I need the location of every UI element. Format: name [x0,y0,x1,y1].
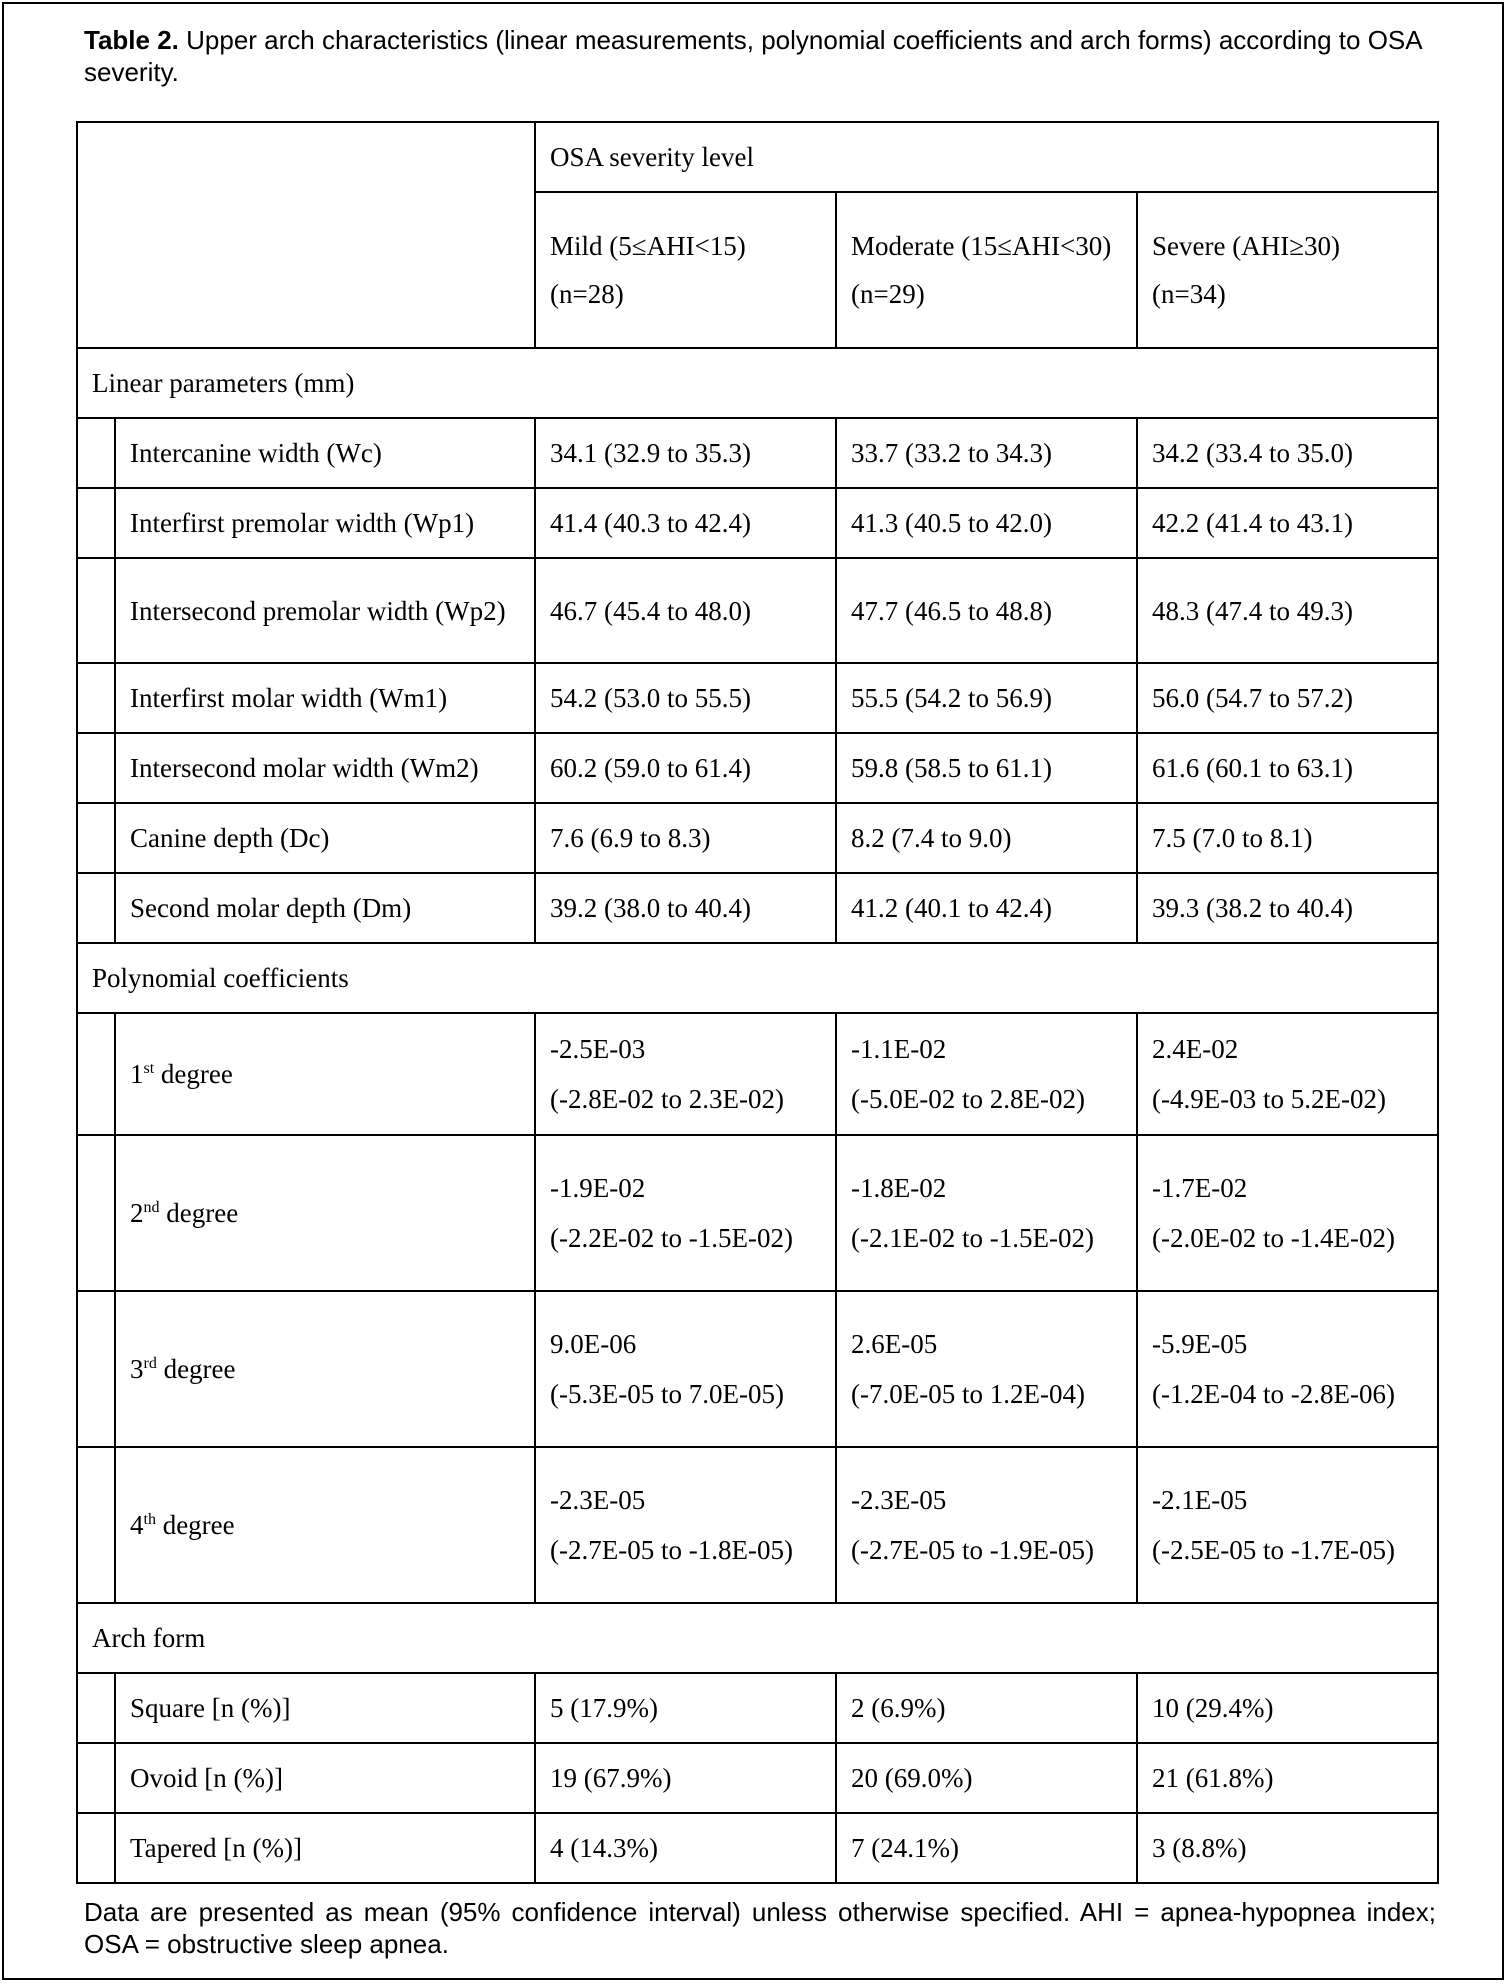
table-row [77,873,1438,943]
cell-moderate: 20 (69.0%) [836,1743,1137,1813]
row-label: Ovoid [n (%)] [115,1743,535,1813]
table-row [77,418,1438,488]
row-label: Interfirst molar width (Wm1) [115,663,535,733]
cell-severe: 56.0 (54.7 to 57.2) [1137,663,1438,733]
cell-mild: 39.2 (38.0 to 40.4) [535,873,836,943]
cell-severe: 39.3 (38.2 to 40.4) [1137,873,1438,943]
cell-severe: 34.2 (33.4 to 35.0) [1137,418,1438,488]
cell-moderate: 7 (24.1%) [836,1813,1137,1883]
cell-severe: 48.3 (47.4 to 49.3) [1137,558,1438,663]
cell-mild: 54.2 (53.0 to 55.5) [535,663,836,733]
section-title: Polynomial coefficients [77,943,1438,1013]
cell-severe: 42.2 (41.4 to 43.1) [1137,488,1438,558]
cell-severe: 21 (61.8%) [1137,1743,1438,1813]
cell-moderate: -2.3E-05 (-2.7E-05 to -1.9E-05) [836,1447,1137,1603]
section-row-poly [77,943,1438,1013]
row-label: Canine depth (Dc) [115,803,535,873]
table-row [77,1135,1438,1291]
cell-mild: 60.2 (59.0 to 61.4) [535,733,836,803]
cell-mild: 19 (67.9%) [535,1743,836,1813]
results-table [76,121,1439,1884]
cell-mild: 41.4 (40.3 to 42.4) [535,488,836,558]
cell-moderate: 33.7 (33.2 to 34.3) [836,418,1137,488]
cell-moderate: 2.6E-05 (-7.0E-05 to 1.2E-04) [836,1291,1137,1447]
cell-mild: 46.7 (45.4 to 48.0) [535,558,836,663]
cell-severe: -1.7E-02 (-2.0E-02 to -1.4E-02) [1137,1135,1438,1291]
cell-moderate: 59.8 (58.5 to 61.1) [836,733,1137,803]
row-label: Intercanine width (Wc) [115,418,535,488]
header-group-row [77,122,1438,192]
cell-severe: 10 (29.4%) [1137,1673,1438,1743]
cell-moderate: 2 (6.9%) [836,1673,1137,1743]
cell-mild: 4 (14.3%) [535,1813,836,1883]
table-row [77,1673,1438,1743]
caption-text: Upper arch characteristics (linear measurements, polynomial coefficients and arch forms) according to OSA severity. [84,25,1422,87]
table-row [77,733,1438,803]
cell-moderate: 55.5 (54.2 to 56.9) [836,663,1137,733]
row-label: Second molar depth (Dm) [115,873,535,943]
table-caption [84,24,1434,88]
header-col-name: Severe (AHI≥30) [1152,231,1340,261]
header-col-name: Mild (5≤AHI<15) [550,231,746,261]
section-row-linear [77,348,1438,418]
header-col-n: (n=34) [1152,279,1226,309]
row-label: 1st degree [115,1013,535,1135]
cell-mild: 9.0E-06 (-5.3E-05 to 7.0E-05) [535,1291,836,1447]
table-row [77,803,1438,873]
table-row [77,1743,1438,1813]
cell-moderate: 8.2 (7.4 to 9.0) [836,803,1137,873]
table-row [77,558,1438,663]
cell-moderate: -1.8E-02 (-2.1E-02 to -1.5E-02) [836,1135,1137,1291]
table-row [77,1447,1438,1603]
row-label: Intersecond molar width (Wm2) [115,733,535,803]
section-title: Linear parameters (mm) [77,348,1438,418]
cell-severe: 61.6 (60.1 to 63.1) [1137,733,1438,803]
cell-severe: -2.1E-05 (-2.5E-05 to -1.7E-05) [1137,1447,1438,1603]
cell-severe: 2.4E-02 (-4.9E-03 to 5.2E-02) [1137,1013,1438,1135]
cell-mild: -2.3E-05 (-2.7E-05 to -1.8E-05) [535,1447,836,1603]
row-label: 2nd degree [115,1135,535,1291]
cell-severe: -5.9E-05 (-1.2E-04 to -2.8E-06) [1137,1291,1438,1447]
header-col-n: (n=28) [550,279,624,309]
table-row [77,663,1438,733]
section-title: Arch form [77,1603,1438,1673]
cell-moderate: 41.3 (40.5 to 42.0) [836,488,1137,558]
cell-severe: 3 (8.8%) [1137,1813,1438,1883]
row-label: Interfirst premolar width (Wp1) [115,488,535,558]
row-label: Intersecond premolar width (Wp2) [115,558,535,663]
cell-mild: 5 (17.9%) [535,1673,836,1743]
header-empty-cell [77,122,535,348]
header-col-severe [1137,192,1438,348]
header-col-moderate [836,192,1137,348]
table-footnote: Data are presented as mean (95% confidence interval) unless otherwise specified. AHI = apnea-hypopnea index; OSA = obstructive sleep apnea. [84,1897,1436,1959]
cell-mild: 34.1 (32.9 to 35.3) [535,418,836,488]
row-label: 4th degree [115,1447,535,1603]
table-row [77,1013,1438,1135]
cell-mild: -1.9E-02 (-2.2E-02 to -1.5E-02) [535,1135,836,1291]
table-row [77,488,1438,558]
table-row [77,1291,1438,1447]
row-label: 3rd degree [115,1291,535,1447]
cell-mild: -2.5E-03 (-2.8E-02 to 2.3E-02) [535,1013,836,1135]
table-row [77,1813,1438,1883]
row-label: Square [n (%)] [115,1673,535,1743]
header-col-n: (n=29) [851,279,925,309]
cell-severe: 7.5 (7.0 to 8.1) [1137,803,1438,873]
cell-moderate: -1.1E-02 (-5.0E-02 to 2.8E-02) [836,1013,1137,1135]
section-row-arch [77,1603,1438,1673]
row-label: Tapered [n (%)] [115,1813,535,1883]
header-col-mild [535,192,836,348]
cell-moderate: 47.7 (46.5 to 48.8) [836,558,1137,663]
cell-mild: 7.6 (6.9 to 8.3) [535,803,836,873]
cell-moderate: 41.2 (40.1 to 42.4) [836,873,1137,943]
header-group: OSA severity level [535,122,1438,192]
caption-label: Table 2. [84,25,179,55]
header-col-name: Moderate (15≤AHI<30) [851,231,1112,261]
